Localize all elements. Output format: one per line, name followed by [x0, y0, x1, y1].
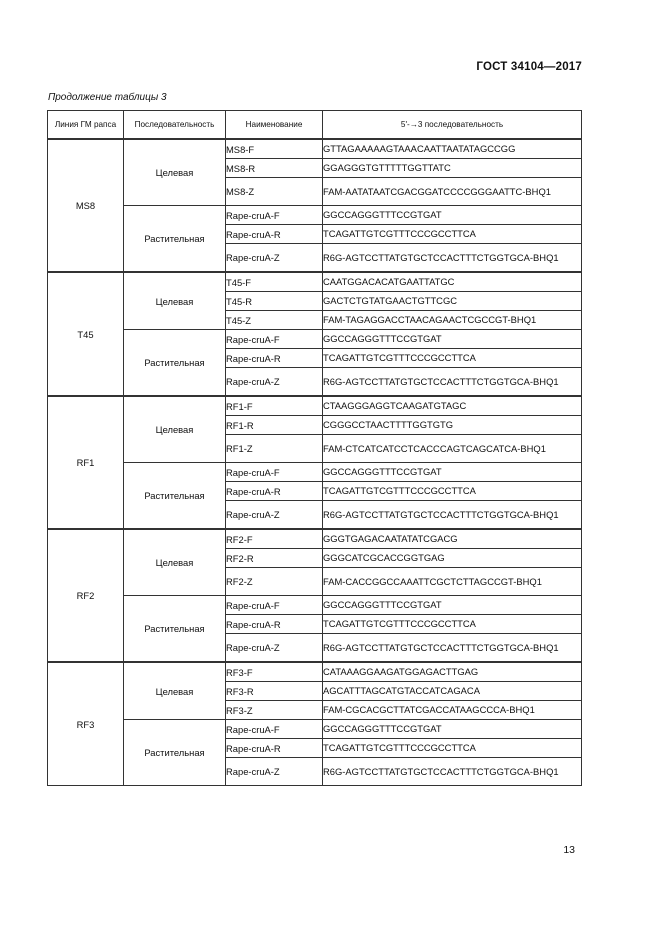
table-row	[48, 463, 582, 482]
sequence-type-cell: Целевая	[124, 529, 226, 596]
table-caption: Продолжение таблицы 3	[48, 92, 167, 103]
primer-name-cell: RF1-Z	[226, 435, 323, 463]
primer-sequence-cell: R6G-AGTCCTTATGTGCTCCACTTTCTGGTGCA-BHQ1	[323, 501, 582, 530]
primer-sequence-cell: FAM-CACCGGCCAAATTCGCTCTTAGCCGT-BHQ1	[323, 568, 582, 596]
primer-name-cell: Rape-cruA-F	[226, 206, 323, 225]
primer-name-cell: RF1-F	[226, 396, 323, 416]
primer-name-cell: MS8-F	[226, 139, 323, 159]
sequence-type-cell: Растительная	[124, 206, 226, 273]
primer-sequence-cell: TCAGATTGTCGTTTCCCGCCTTCA	[323, 225, 582, 244]
primer-sequence-cell: R6G-AGTCCTTATGTGCTCCACTTTCTGGTGCA-BHQ1	[323, 368, 582, 397]
primer-name-cell: T45-R	[226, 292, 323, 311]
primer-name-cell: Rape-cruA-R	[226, 225, 323, 244]
primer-name-cell: Rape-cruA-F	[226, 720, 323, 739]
primer-name-cell: Rape-cruA-Z	[226, 634, 323, 663]
primer-sequence-cell: TCAGATTGTCGTTTCCCGCCTTCA	[323, 349, 582, 368]
primer-sequence-cell: GGGTGAGACAATATATCGACG	[323, 529, 582, 549]
primer-name-cell: T45-Z	[226, 311, 323, 330]
table-header-row	[48, 111, 582, 140]
primer-sequence-cell: GGCCAGGGTTTCCGTGAT	[323, 330, 582, 349]
primer-name-cell: MS8-Z	[226, 178, 323, 206]
table-row	[48, 662, 582, 682]
primer-name-cell: Rape-cruA-Z	[226, 501, 323, 530]
page-number: 13	[563, 844, 575, 856]
primer-sequence-cell: CAATGGACACATGAATTATGC	[323, 272, 582, 292]
column-header-sequence-type: Последовательность	[124, 111, 226, 140]
primer-sequence-cell: FAM-CGCACGCTTATCGACCATAAGCCCA-BHQ1	[323, 701, 582, 720]
primer-name-cell: Rape-cruA-R	[226, 482, 323, 501]
standard-designation: ГОСТ 34104—2017	[476, 61, 582, 73]
primer-name-cell: Rape-cruA-F	[226, 596, 323, 615]
primer-name-cell: RF2-F	[226, 529, 323, 549]
primer-sequence-cell: CGGGCCTAACTTTTGGTGTG	[323, 416, 582, 435]
table-row	[48, 330, 582, 349]
primer-name-cell: Rape-cruA-R	[226, 739, 323, 758]
primer-table	[47, 110, 582, 786]
sequence-type-cell: Целевая	[124, 139, 226, 206]
primer-sequence-cell: FAM-TAGAGGACCTAACAGAACTCGCCGT-BHQ1	[323, 311, 582, 330]
gm-line-cell: RF2	[48, 529, 124, 662]
primer-sequence-cell: GGCCAGGGTTTCCGTGAT	[323, 206, 582, 225]
sequence-type-cell: Целевая	[124, 396, 226, 463]
primer-sequence-cell: R6G-AGTCCTTATGTGCTCCACTTTCTGGTGCA-BHQ1	[323, 244, 582, 273]
primer-sequence-cell: CTAAGGGAGGTCAAGATGTAGC	[323, 396, 582, 416]
gm-line-cell: RF3	[48, 662, 124, 786]
table-row	[48, 206, 582, 225]
primer-sequence-cell: TCAGATTGTCGTTTCCCGCCTTCA	[323, 482, 582, 501]
table-row	[48, 529, 582, 549]
primer-name-cell: RF3-R	[226, 682, 323, 701]
table-row	[48, 139, 582, 159]
primer-sequence-cell: GGCCAGGGTTTCCGTGAT	[323, 463, 582, 482]
table-row	[48, 596, 582, 615]
table-row	[48, 396, 582, 416]
primer-name-cell: RF2-Z	[226, 568, 323, 596]
primer-sequence-cell: AGCATTTAGCATGTACCATCAGACA	[323, 682, 582, 701]
primer-sequence-cell: GGCCAGGGTTTCCGTGAT	[323, 596, 582, 615]
primer-sequence-cell: GTTAGAAAAAGTAAACAATTAATATAGCCGG	[323, 139, 582, 159]
primer-sequence-cell: GGCCAGGGTTTCCGTGAT	[323, 720, 582, 739]
sequence-type-cell: Целевая	[124, 662, 226, 720]
column-header-line: Линия ГМ рапса	[48, 111, 124, 140]
primer-sequence-cell: GGAGGGTGTTTTTGGTTATC	[323, 159, 582, 178]
primer-name-cell: RF3-F	[226, 662, 323, 682]
primer-sequence-cell: R6G-AGTCCTTATGTGCTCCACTTTCTGGTGCA-BHQ1	[323, 758, 582, 786]
primer-name-cell: Rape-cruA-F	[226, 463, 323, 482]
sequence-type-cell: Растительная	[124, 463, 226, 530]
gm-line-cell: MS8	[48, 139, 124, 272]
gm-line-cell: RF1	[48, 396, 124, 529]
primer-sequence-cell: TCAGATTGTCGTTTCCCGCCTTCA	[323, 615, 582, 634]
table-row	[48, 272, 582, 292]
primer-name-cell: MS8-R	[226, 159, 323, 178]
primer-sequence-cell: TCAGATTGTCGTTTCCCGCCTTCA	[323, 739, 582, 758]
primer-name-cell: RF2-R	[226, 549, 323, 568]
gm-line-cell: T45	[48, 272, 124, 396]
primer-sequence-cell: GACTCTGTATGAACTGTTCGC	[323, 292, 582, 311]
primer-sequence-cell: FAM-AATATAATCGACGGATCCCCGGGAATTC-BHQ1	[323, 178, 582, 206]
primer-name-cell: RF3-Z	[226, 701, 323, 720]
primer-name-cell: Rape-cruA-Z	[226, 368, 323, 397]
primer-sequence-cell: CATAAAGGAAGATGGAGACTTGAG	[323, 662, 582, 682]
primer-name-cell: Rape-cruA-R	[226, 615, 323, 634]
sequence-type-cell: Растительная	[124, 596, 226, 663]
table-row	[48, 720, 582, 739]
primer-sequence-cell: FAM-CTCATCATCCTCACCCAGTCAGCATCA-BHQ1	[323, 435, 582, 463]
primer-name-cell: Rape-cruA-Z	[226, 244, 323, 273]
sequence-type-cell: Растительная	[124, 330, 226, 397]
column-header-name: Наименование	[226, 111, 323, 140]
primer-name-cell: Rape-cruA-Z	[226, 758, 323, 786]
primer-sequence-cell: R6G-AGTCCTTATGTGCTCCACTTTCTGGTGCA-BHQ1	[323, 634, 582, 663]
sequence-type-cell: Растительная	[124, 720, 226, 786]
primer-sequence-cell: GGGCATCGCACCGGTGAG	[323, 549, 582, 568]
column-header-sequence: 5'-→3 последовательность	[323, 111, 582, 140]
primer-name-cell: Rape-cruA-F	[226, 330, 323, 349]
primer-name-cell: T45-F	[226, 272, 323, 292]
sequence-type-cell: Целевая	[124, 272, 226, 330]
primer-name-cell: Rape-cruA-R	[226, 349, 323, 368]
primer-name-cell: RF1-R	[226, 416, 323, 435]
